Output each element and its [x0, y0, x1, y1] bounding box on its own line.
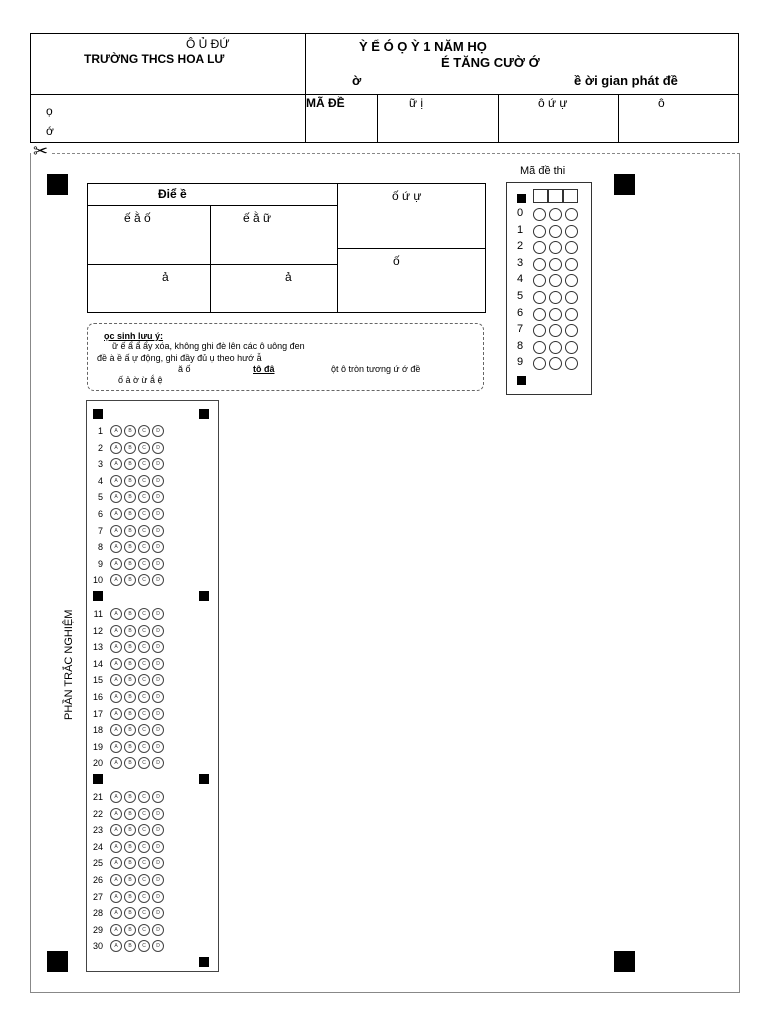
answer-bubble-c[interactable]: C: [138, 442, 150, 454]
answer-bubble-c[interactable]: C: [138, 824, 150, 836]
notice-line-3a: ă ố: [178, 364, 191, 374]
answer-bubble-a[interactable]: A: [110, 924, 122, 936]
answer-bubble-d[interactable]: D: [152, 574, 164, 586]
answer-bubble-c[interactable]: C: [138, 757, 150, 769]
exam-code-bubble-col1[interactable]: [533, 258, 546, 271]
examiner2-label: ả: [285, 270, 292, 284]
exam-code-label: MÃ ĐỀ: [306, 96, 345, 110]
answer-bubble-a[interactable]: A: [110, 891, 122, 903]
exam-title-line1: Ỳ Ể Ó Ọ Ỳ 1 NĂM HỌ: [359, 39, 487, 54]
question-number: 18: [92, 725, 103, 736]
answer-bubble-c[interactable]: C: [138, 625, 150, 637]
answer-bubble-d[interactable]: D: [152, 558, 164, 570]
answer-bubble-c[interactable]: C: [138, 691, 150, 703]
exam-code-bubble-col1[interactable]: [533, 274, 546, 287]
answer-bubble-d[interactable]: D: [152, 658, 164, 670]
answer-bubble-c[interactable]: C: [138, 857, 150, 869]
answer-bubble-c[interactable]: C: [138, 541, 150, 553]
exam-code-bubble-col3[interactable]: [565, 308, 578, 321]
corner-marker-top-right: [614, 174, 635, 195]
answer-bubble-b[interactable]: B: [124, 425, 136, 437]
question-number: 20: [92, 758, 103, 769]
exam-code-bubble-col1[interactable]: [533, 241, 546, 254]
question-number: 7: [97, 525, 103, 536]
answer-bubble-a[interactable]: A: [110, 658, 122, 670]
corner-marker-top-left: [47, 174, 68, 195]
answer-bubble-c[interactable]: C: [138, 508, 150, 520]
answer-bubble-a[interactable]: A: [110, 940, 122, 952]
exam-code-bubble-col2[interactable]: [549, 341, 562, 354]
answer-bubble-d[interactable]: D: [152, 608, 164, 620]
answer-bubble-b[interactable]: B: [124, 741, 136, 753]
answer-bubble-d[interactable]: D: [152, 757, 164, 769]
answer-bubble-b[interactable]: B: [124, 541, 136, 553]
answer-bubble-d[interactable]: D: [152, 724, 164, 736]
question-number: 3: [97, 459, 103, 470]
answer-bubble-c[interactable]: C: [138, 891, 150, 903]
score-divider-middle: [88, 264, 337, 265]
code-grid-marker-top: [517, 194, 526, 203]
answer-bubble-a[interactable]: A: [110, 641, 122, 653]
score-divider-header: [88, 205, 337, 206]
answer-bubble-c[interactable]: C: [138, 608, 150, 620]
answer-bubble-c[interactable]: C: [138, 924, 150, 936]
exam-code-bubble-col3[interactable]: [565, 324, 578, 337]
exam-code-bubble-col2[interactable]: [549, 225, 562, 238]
header-divider-col5: [618, 94, 619, 142]
answer-bubble-a[interactable]: A: [110, 541, 122, 553]
answer-bubble-b[interactable]: B: [124, 574, 136, 586]
question-number: 6: [97, 509, 103, 519]
question-number: 1: [97, 426, 103, 436]
score-header: Điể ề: [158, 187, 187, 201]
answer-bubble-b[interactable]: B: [124, 907, 136, 919]
exam-code-bubble-col1[interactable]: [533, 324, 546, 337]
answer-grid: [86, 400, 219, 972]
answer-bubble-b[interactable]: B: [124, 558, 136, 570]
answer-bubble-d[interactable]: D: [152, 425, 164, 437]
answer-bubble-c[interactable]: C: [138, 674, 150, 686]
answer-bubble-d[interactable]: D: [152, 824, 164, 836]
question-number: 28: [92, 908, 103, 919]
answer-bubble-a[interactable]: A: [110, 508, 122, 520]
answer-bubble-b[interactable]: B: [124, 791, 136, 803]
question-number: 15: [92, 675, 103, 686]
question-number: 24: [92, 841, 103, 852]
exam-code-digit-label: 6: [516, 306, 524, 319]
answer-bubble-c[interactable]: C: [138, 724, 150, 736]
answer-bubble-a[interactable]: A: [110, 491, 122, 503]
exam-code-bubble-col3[interactable]: [565, 208, 578, 221]
answer-grid-marker-1-left: [93, 409, 103, 419]
exam-code-bubble-col2[interactable]: [549, 208, 562, 221]
question-number: 5: [97, 492, 103, 503]
exam-code-digit-label: 0: [516, 207, 524, 219]
header-divider-col4: [498, 94, 499, 142]
answer-bubble-d[interactable]: D: [152, 841, 164, 853]
answer-bubble-d[interactable]: D: [152, 625, 164, 637]
code-grid-marker-bottom: [517, 376, 526, 385]
score-divider-col: [210, 205, 211, 312]
score-words-label: ế ằ ữ: [243, 211, 272, 225]
answer-bubble-d[interactable]: D: [152, 475, 164, 487]
answer-bubble-a[interactable]: A: [110, 558, 122, 570]
score-number-label: ế ằ ố: [124, 211, 151, 225]
answer-bubble-b[interactable]: B: [124, 641, 136, 653]
answer-bubble-d[interactable]: D: [152, 525, 164, 537]
supervisor2-label: ô: [658, 96, 665, 110]
question-number: 27: [92, 891, 103, 902]
exam-code-digit-box-3[interactable]: [563, 189, 578, 203]
exam-code-digit-label: 1: [516, 223, 524, 236]
header-divider-horizontal: [31, 94, 738, 95]
answer-bubble-a[interactable]: A: [110, 525, 122, 537]
question-number: 25: [92, 858, 103, 869]
notice-line-3b: tô đâ: [253, 364, 275, 374]
answer-bubble-c[interactable]: C: [138, 741, 150, 753]
answer-bubble-a[interactable]: A: [110, 724, 122, 736]
exam-code-bubble-col2[interactable]: [549, 357, 562, 370]
department-name: Ô Ủ ĐỨ: [186, 37, 230, 51]
answer-bubble-a[interactable]: A: [110, 708, 122, 720]
header-divider-vertical: [305, 34, 306, 142]
exam-code-digit-label: 3: [516, 256, 524, 269]
answer-bubble-c[interactable]: C: [138, 658, 150, 670]
answer-bubble-a[interactable]: A: [110, 425, 122, 437]
answer-bubble-a[interactable]: A: [110, 841, 122, 853]
exam-code-bubble-col3[interactable]: [565, 274, 578, 287]
exam-code-bubble-col2[interactable]: [549, 241, 562, 254]
question-number: 21: [92, 792, 103, 802]
answer-bubble-d[interactable]: D: [152, 442, 164, 454]
answer-bubble-a[interactable]: A: [110, 608, 122, 620]
notice-line-1: ữ ế ẩ ẩ ẩy xóa, không ghi đè lên các ô uông đen: [112, 341, 305, 351]
exam-code-bubble-col3[interactable]: [565, 291, 578, 304]
answer-bubble-d[interactable]: D: [152, 891, 164, 903]
score-table: [87, 183, 486, 313]
answer-bubble-b[interactable]: B: [124, 674, 136, 686]
answer-bubble-a[interactable]: A: [110, 458, 122, 470]
answer-bubble-c[interactable]: C: [138, 491, 150, 503]
exam-code-bubble-col2[interactable]: [549, 274, 562, 287]
corner-marker-bottom-right: [614, 951, 635, 972]
answer-bubble-c[interactable]: C: [138, 940, 150, 952]
answer-bubble-d[interactable]: D: [152, 541, 164, 553]
answer-bubble-b[interactable]: B: [124, 724, 136, 736]
answer-bubble-a[interactable]: A: [110, 442, 122, 454]
answer-bubble-d[interactable]: D: [152, 641, 164, 653]
exam-code-bubble-col1[interactable]: [533, 208, 546, 221]
answer-bubble-d[interactable]: D: [152, 940, 164, 952]
answer-bubble-c[interactable]: C: [138, 907, 150, 919]
answer-bubble-d[interactable]: D: [152, 674, 164, 686]
examiner-signature-label: ố ứ ự: [392, 189, 422, 203]
exam-code-bubble-col1[interactable]: [533, 291, 546, 304]
header-table: [30, 33, 739, 143]
answer-bubble-c[interactable]: C: [138, 808, 150, 820]
exam-title-line3b: ề ời gian phát đề: [574, 73, 678, 88]
answer-bubble-a[interactable]: A: [110, 757, 122, 769]
answer-bubble-d[interactable]: D: [152, 708, 164, 720]
exam-code-bubble-col1[interactable]: [533, 357, 546, 370]
answer-bubble-b[interactable]: B: [124, 608, 136, 620]
scissors-icon: ✂: [33, 141, 49, 161]
answer-bubble-c[interactable]: C: [138, 874, 150, 886]
notice-line-3c: ột ô tròn tương ứ ớ đề: [331, 364, 421, 374]
answer-bubble-a[interactable]: A: [110, 907, 122, 919]
answer-bubble-a[interactable]: A: [110, 475, 122, 487]
answer-bubble-c[interactable]: C: [138, 791, 150, 803]
exam-code-digit-box-2[interactable]: [548, 189, 563, 203]
question-number: 12: [92, 625, 103, 636]
question-number: 23: [92, 825, 103, 836]
answer-bubble-b[interactable]: B: [124, 525, 136, 537]
question-number: 10: [92, 575, 103, 586]
exam-code-bubble-col2[interactable]: [549, 324, 562, 337]
question-number: 13: [92, 642, 103, 653]
answer-bubble-b[interactable]: B: [124, 708, 136, 720]
score-divider-right: [337, 248, 485, 249]
answer-bubble-c[interactable]: C: [138, 425, 150, 437]
question-number: 2: [97, 442, 103, 453]
question-number: 4: [97, 475, 103, 486]
answer-bubble-d[interactable]: D: [152, 508, 164, 520]
exam-code-bubble-col2[interactable]: [549, 258, 562, 271]
answer-bubble-b[interactable]: B: [124, 442, 136, 454]
answer-bubble-a[interactable]: A: [110, 574, 122, 586]
answer-grid-marker-2-right: [199, 591, 209, 601]
answer-bubble-c[interactable]: C: [138, 641, 150, 653]
answer-bubble-a[interactable]: A: [110, 808, 122, 820]
exam-code-digit-label: 5: [516, 290, 524, 302]
exam-code-digit-label: 9: [516, 356, 524, 369]
answer-grid-marker-3-left: [93, 774, 103, 784]
answer-bubble-b[interactable]: B: [124, 824, 136, 836]
answer-bubble-d[interactable]: D: [152, 924, 164, 936]
notice-title: ọc sinh lưu ý:: [104, 331, 164, 341]
exam-code-bubble-col3[interactable]: [565, 241, 578, 254]
answer-bubble-a[interactable]: A: [110, 874, 122, 886]
answer-bubble-d[interactable]: D: [152, 491, 164, 503]
question-number: 8: [97, 542, 103, 553]
question-number: 30: [92, 941, 103, 952]
exam-code-bubble-col1[interactable]: [533, 341, 546, 354]
exam-code-grid: [506, 182, 592, 395]
exam-code-bubble-col3[interactable]: [565, 225, 578, 238]
answer-bubble-a[interactable]: A: [110, 741, 122, 753]
exam-code-bubble-col1[interactable]: [533, 308, 546, 321]
answer-bubble-a[interactable]: A: [110, 625, 122, 637]
answer-bubble-d[interactable]: D: [152, 874, 164, 886]
answer-bubble-d[interactable]: D: [152, 857, 164, 869]
exam-code-bubble-col2[interactable]: [549, 308, 562, 321]
question-number: 26: [92, 875, 103, 885]
header-divider-col3: [377, 94, 378, 142]
answer-bubble-c[interactable]: C: [138, 525, 150, 537]
exam-code-bubble-col1[interactable]: [533, 225, 546, 238]
answer-bubble-d[interactable]: D: [152, 808, 164, 820]
exam-code-digit-label: 7: [516, 323, 524, 336]
answer-bubble-b[interactable]: B: [124, 940, 136, 952]
exam-code-bubble-col3[interactable]: [565, 357, 578, 370]
question-number: 19: [92, 741, 103, 752]
answer-bubble-b[interactable]: B: [124, 691, 136, 703]
answer-bubble-b[interactable]: B: [124, 924, 136, 936]
exam-code-bubble-col3[interactable]: [565, 258, 578, 271]
answer-bubble-b[interactable]: B: [124, 491, 136, 503]
answer-bubble-a[interactable]: A: [110, 791, 122, 803]
answer-bubble-a[interactable]: A: [110, 857, 122, 869]
answer-bubble-b[interactable]: B: [124, 475, 136, 487]
answer-bubble-d[interactable]: D: [152, 907, 164, 919]
supervisor-signature-label: ô ứ ự: [538, 96, 568, 110]
mcq-section-label: PHẦN TRẮC NGHIỆM: [63, 609, 75, 720]
notice-line-4: ố ả ờ ừ ắ ệ: [118, 375, 163, 385]
answer-bubble-c[interactable]: C: [138, 458, 150, 470]
answer-bubble-b[interactable]: B: [124, 874, 136, 886]
answer-bubble-c[interactable]: C: [138, 574, 150, 586]
question-number: 14: [92, 658, 103, 669]
exam-code-digit-box-1[interactable]: [533, 189, 548, 203]
question-number: 29: [92, 924, 103, 935]
answer-grid-marker-1-right: [199, 409, 209, 419]
student-notice-box: [87, 323, 484, 391]
answer-bubble-b[interactable]: B: [124, 458, 136, 470]
answer-bubble-a[interactable]: A: [110, 674, 122, 686]
exam-code-digit-label: 4: [516, 273, 524, 286]
answer-bubble-c[interactable]: C: [138, 475, 150, 487]
exam-code-bubble-col2[interactable]: [549, 291, 562, 304]
question-number: 22: [92, 808, 103, 819]
supervisor1-label: ữ ị: [409, 96, 424, 110]
answer-bubble-c[interactable]: C: [138, 841, 150, 853]
corner-marker-bottom-left: [47, 951, 68, 972]
answer-bubble-c[interactable]: C: [138, 558, 150, 570]
answer-bubble-a[interactable]: A: [110, 691, 122, 703]
answer-bubble-c[interactable]: C: [138, 708, 150, 720]
question-number: 11: [93, 609, 103, 619]
answer-bubble-b[interactable]: B: [124, 841, 136, 853]
exam-code-digit-label: 2: [516, 240, 524, 253]
paper-number-label: ố: [393, 254, 400, 268]
student-class-label: ớ: [46, 124, 54, 138]
answer-grid-marker-3-right: [199, 774, 209, 784]
answer-bubble-b[interactable]: B: [124, 625, 136, 637]
answer-bubble-b[interactable]: B: [124, 857, 136, 869]
answer-bubble-d[interactable]: D: [152, 741, 164, 753]
answer-bubble-b[interactable]: B: [124, 508, 136, 520]
answer-bubble-b[interactable]: B: [124, 891, 136, 903]
exam-code-bubble-col3[interactable]: [565, 341, 578, 354]
answer-bubble-b[interactable]: B: [124, 757, 136, 769]
school-name: TRƯỜNG THCS HOA LƯ: [84, 52, 225, 66]
answer-grid-marker-2-left: [93, 591, 103, 601]
answer-bubble-d[interactable]: D: [152, 691, 164, 703]
exam-code-digit-label: 8: [516, 339, 524, 352]
exam-title-line2: É TĂNG CƯỜ Ớ: [441, 55, 540, 70]
answer-bubble-b[interactable]: B: [124, 658, 136, 670]
notice-line-2: đề à ề ấ ự động, ghi đầy đủ ụ theo hướ ẫ: [97, 353, 262, 363]
answer-grid-marker-4-right: [199, 957, 209, 967]
question-number: 9: [97, 558, 103, 569]
question-number: 17: [92, 708, 103, 719]
answer-bubble-a[interactable]: A: [110, 824, 122, 836]
answer-bubble-d[interactable]: D: [152, 458, 164, 470]
question-number: 16: [92, 692, 103, 702]
examiner1-label: ả: [162, 270, 169, 284]
exam-title-line3a: ờ: [352, 73, 362, 88]
exam-code-title: Mã đề thi: [520, 165, 566, 177]
answer-bubble-b[interactable]: B: [124, 808, 136, 820]
student-name-label: ọ: [46, 104, 53, 118]
answer-bubble-d[interactable]: D: [152, 791, 164, 803]
